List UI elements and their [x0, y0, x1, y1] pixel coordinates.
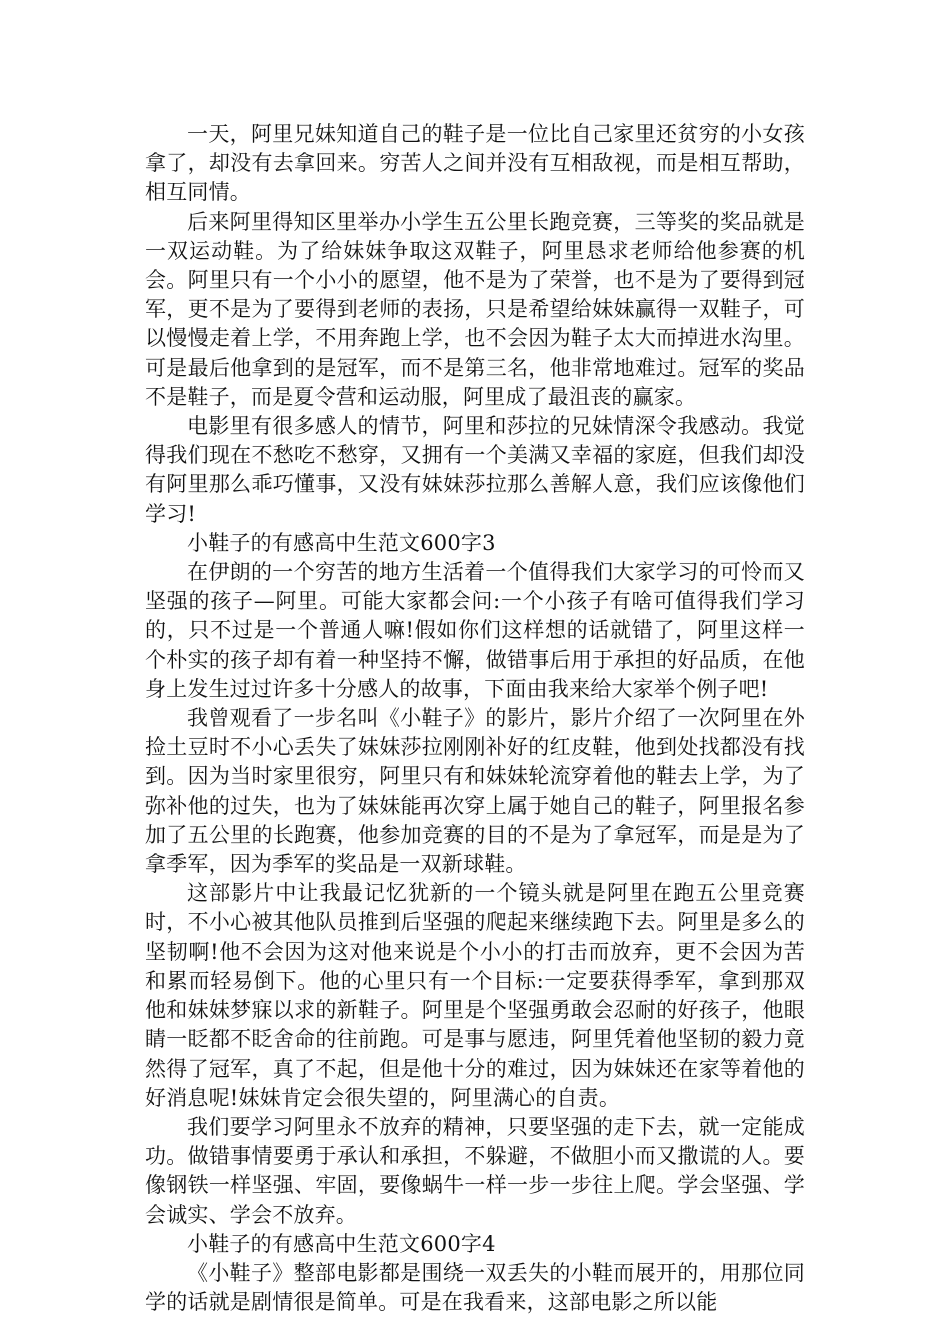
document-page: [145, 120, 805, 1317]
paragraph: 在伊朗的一个穷苦的地方生活着一个值得我们大家学习的可怜而又坚强的孩子—阿里。可能大家都会问:一个小孩子有啥可值得我们学习的，只不过是一个普通人嘛!假如你们这样想的话就错了，阿里这样一个朴实的孩子却有着一种坚持不懈，做错事后用于承担的好品质，在他身上发生过过许多十分感人的故事，下面由我来给大家举个例子吧!: [145, 560, 805, 701]
paragraph: 一天，阿里兄妹知道自己的鞋子是一位比自己家里还贫穷的小女孩拿了，却没有去拿回来。穷苦人之间并没有互相敌视，而是相互帮助，相互同情。: [145, 122, 805, 205]
paragraph: 《小鞋子》整部电影都是围绕一双丢失的小鞋而展开的，用那位同学的话就是剧情很是简单。可是在我看来，这部电影之所以能: [145, 1260, 805, 1315]
section-heading: 小鞋子的有感高中生范文600字3: [187, 530, 496, 555]
section-heading: 小鞋子的有感高中生范文600字4: [187, 1231, 496, 1256]
paragraph: 我们要学习阿里永不放弃的精神，只要坚强的走下去，就一定能成功。做错事情要勇于承认和承担，不躲避，不做胆小而又撒谎的人。要像钢铁一样坚强、牢固，要像蜗牛一样一步一步往上爬。学会坚强、学会诚实、学会不放弃。: [145, 1114, 805, 1227]
paragraph: 这部影片中让我最记忆犹新的一个镜头就是阿里在跑五公里竞赛时，不小心被其他队员推到后坚强的爬起来继续跑下去。阿里是多么的坚韧啊!他不会因为这对他来说是个小小的打击而放弃，更不会因为苦和累而轻易倒下。他的心里只有一个目标:一定要获得季军，拿到那双他和妹妹梦寐以求的新鞋子。阿里是个坚强勇敢会忍耐的好孩子，他眼睛一眨都不眨舍命的往前跑。可是事与愿违，阿里凭着他坚韧的毅力竟然得了冠军，真了不起，但是他十分的难过，因为妹妹还在家等着他的好消息呢!妹妹肯定会很失望的，阿里满心的自责。: [145, 881, 805, 1110]
paragraph: 我曾观看了一步名叫《小鞋子》的影片，影片介绍了一次阿里在外捡土豆时不小心丢失了妹妹莎拉刚刚补好的红皮鞋，他到处找都没有找到。因为当时家里很穷，阿里只有和妹妹轮流穿着他的鞋去上学，为了弥补他的过失，也为了妹妹能再次穿上属于她自己的鞋子，阿里报名参加了五公里的长跑赛，他参加竞赛的目的不是为了拿冠军，而是是为了拿季军，因为季军的奖品是一双新球鞋。: [145, 706, 805, 877]
paragraph: 电影里有很多感人的情节，阿里和莎拉的兄妹情深令我感动。我觉得我们现在不愁吃不愁穿，又拥有一个美满又幸福的家庭，但我们却没有阿里那么乖巧懂事，又没有妹妹莎拉那么善解人意，我们应该像他们学习!: [145, 414, 805, 526]
paragraph: 后来阿里得知区里举办小学生五公里长跑竞赛，三等奖的奖品就是一双运动鞋。为了给妹妹争取这双鞋子，阿里恳求老师给他参赛的机会。阿里只有一个小小的愿望，他不是为了荣誉，也不是为了要得到冠军，更不是为了要得到老师的表扬，只是希望给妹妹赢得一双鞋子，可以慢慢走着上学，不用奔跑上学，也不会因为鞋子太大而掉进水沟里。可是最后他拿到的是冠军，而不是第三名，他非常地难过。冠军的奖品不是鞋子，而是夏令营和运动服，阿里成了最沮丧的赢家。: [145, 209, 805, 409]
